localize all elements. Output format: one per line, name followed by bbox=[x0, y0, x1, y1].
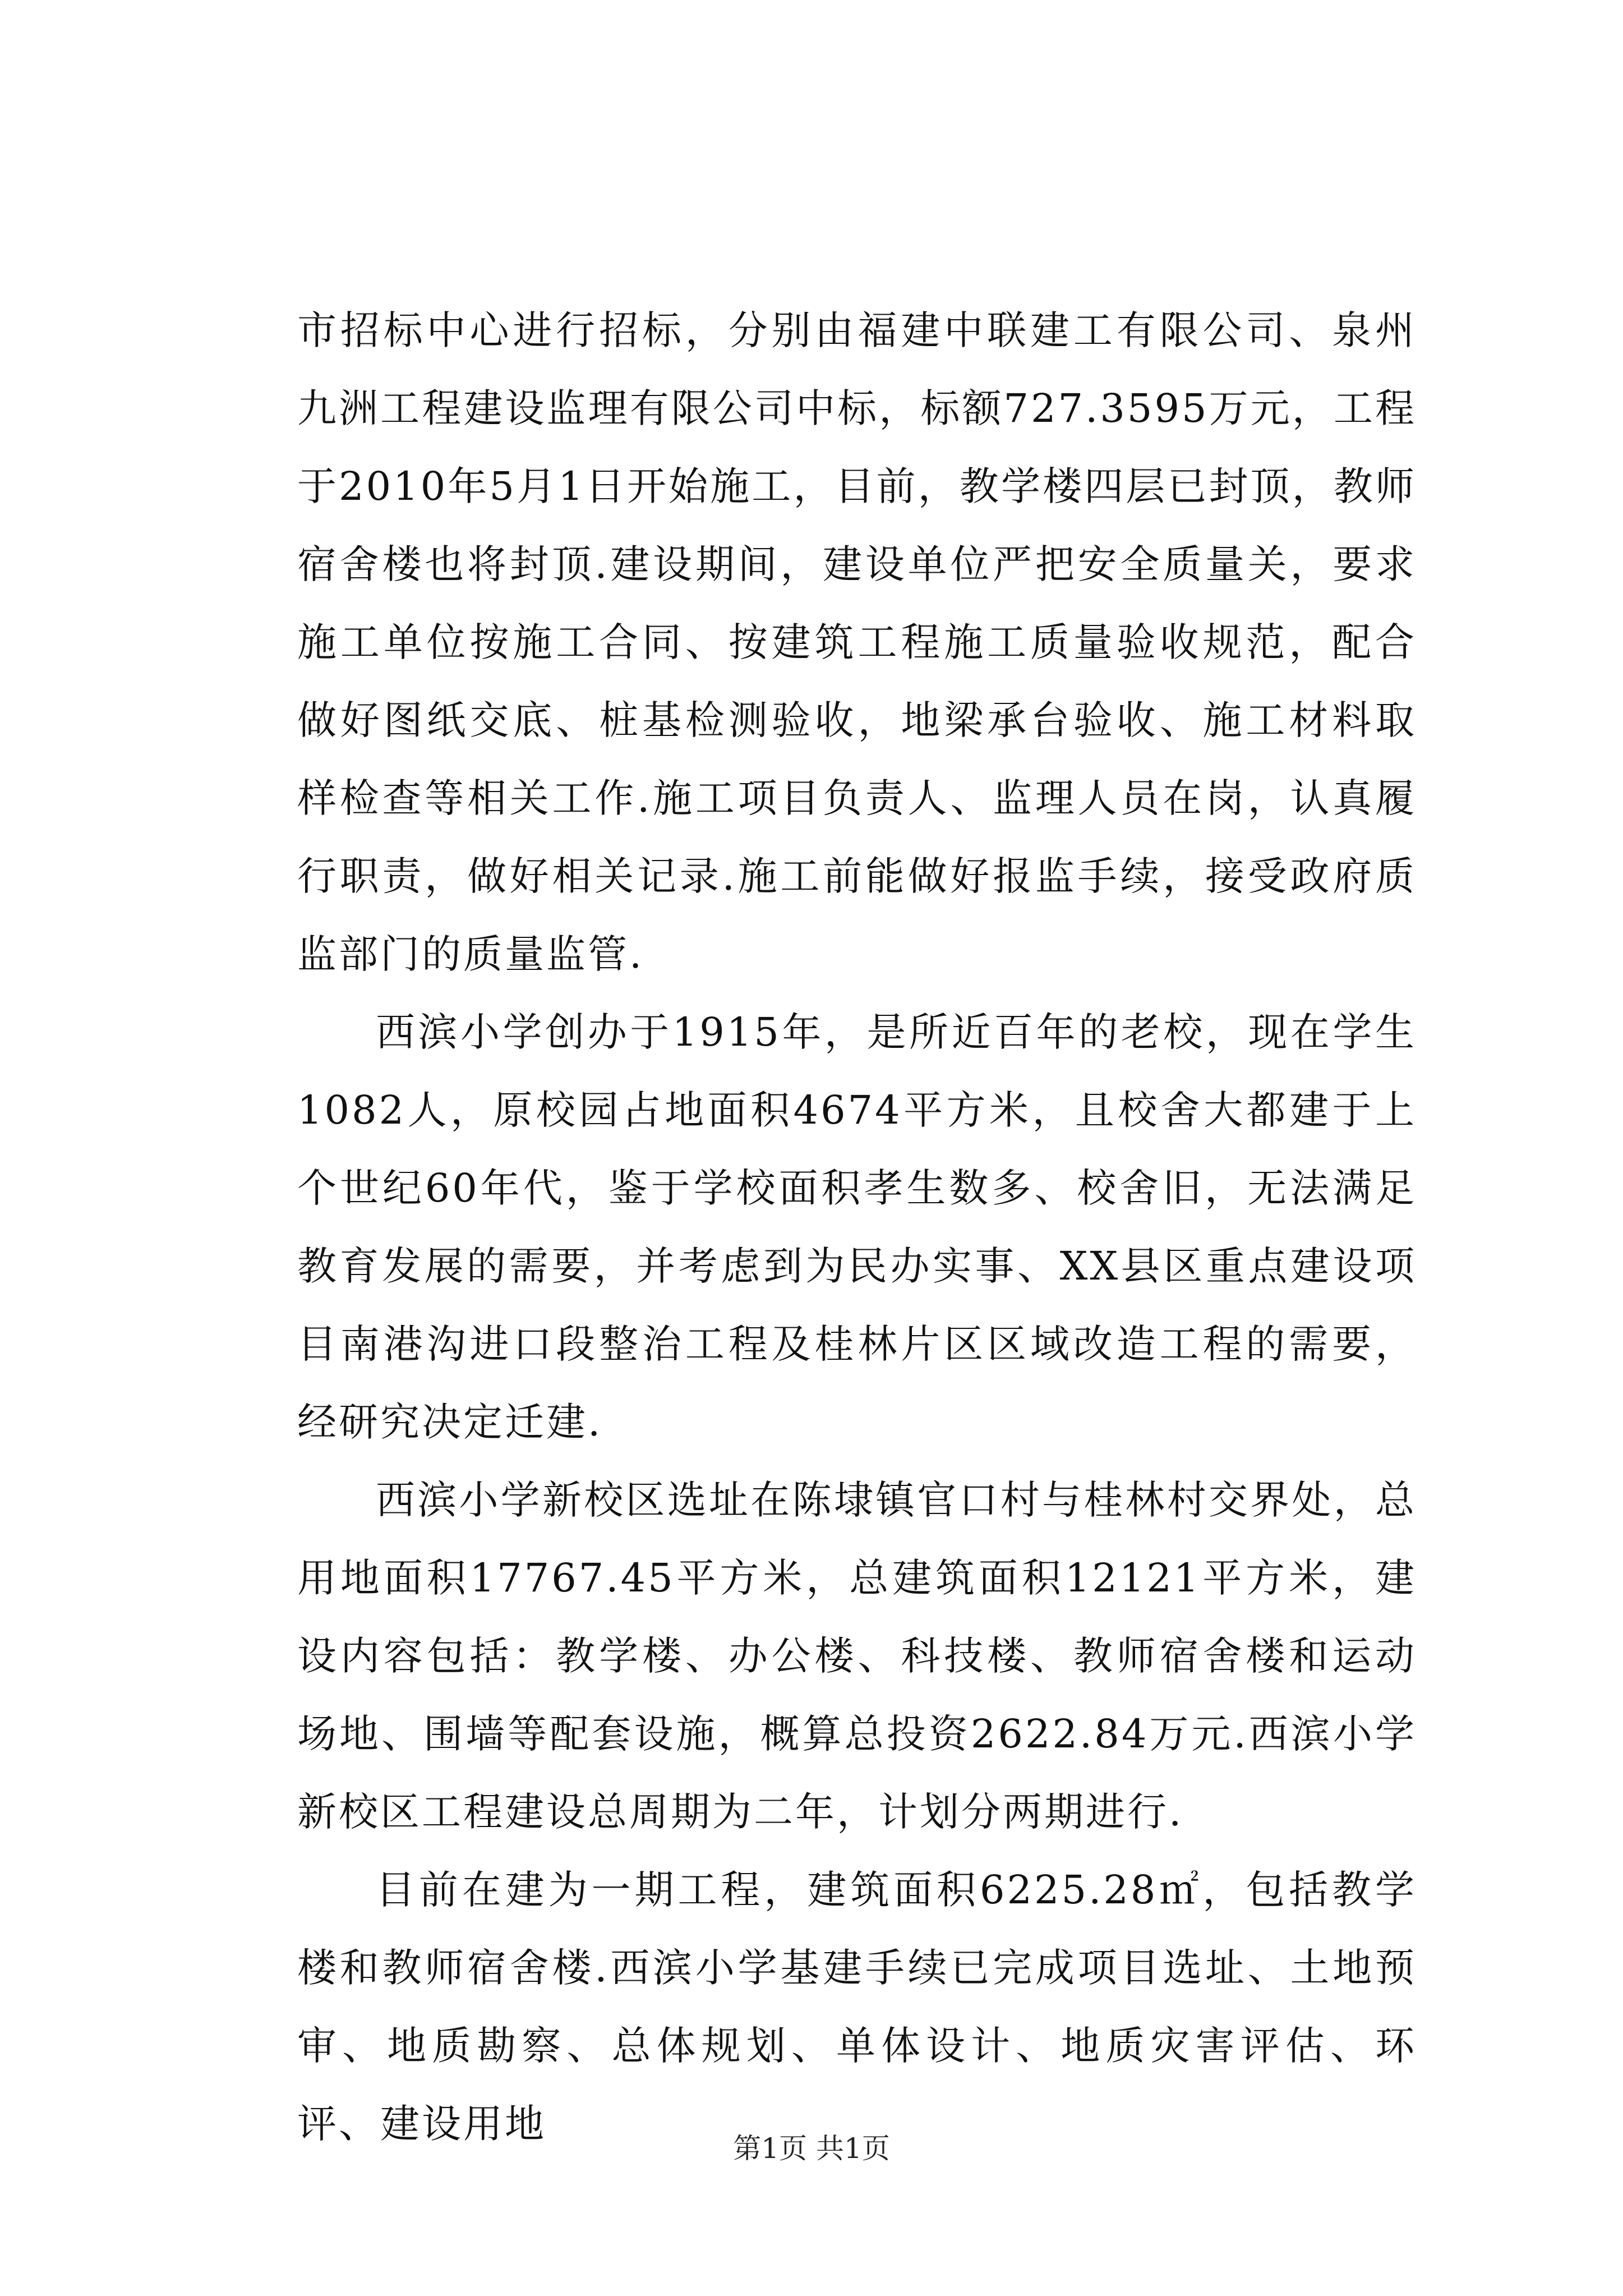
paragraph-3: 西滨小学新校区选址在陈埭镇官口村与桂林村交界处，总用地面积17767.45平方米，总建筑面积12121平方米，建设内容包括：教学楼、办公楼、科技楼、教师宿舍楼和运动场地、围墙等配套设施，概算总投资2622.84万元.西滨小学新校区工程建设总周期为二年，计划分两期进行. bbox=[297, 1477, 1417, 1835]
page-footer bbox=[0, 2132, 1623, 2165]
paragraph-2: 西滨小学创办于1915年，是所近百年的老校，现在学生1082人，原校园占地面积4674平方米，且校舍大都建于上个世纪60年代，鉴于学校面积孝生数多、校舍旧，无法满足教育发展的需要，并考虑到为民办实事、XX县区重点建设项目南港沟进口段整治工程及桂林片区区域改造工程的需要，经研究决定迁建. bbox=[297, 1009, 1417, 1445]
page-number-label: 第1页 共1页 bbox=[733, 2132, 890, 2165]
document-body bbox=[297, 292, 1417, 2163]
paragraph-4: 目前在建为一期工程，建筑面积6225.28㎡，包括教学楼和教师宿舍楼.西滨小学基建手续已完成项目选址、土地预审、地质勘察、总体规划、单体设计、地质灾害评估、环评、建设用地 bbox=[297, 1867, 1417, 2147]
paragraph-1: 市招标中心进行招标，分别由福建中联建工有限公司、泉州九洲工程建设监理有限公司中标，标额727.3595万元，工程于2010年5月1日开始施工，目前，教学楼四层已封顶，教师宿舍楼也将封顶.建设期间，建设单位严把安全质量关，要求施工单位按施工合同、按建筑工程施工质量验收规范，配合做好图纸交底、桩基检测验收，地梁承台验收、施工材料取样检查等相关工作.施工项目负责人、监理人员在岗，认真履行职责，做好相关记录.施工前能做好报监手续，接受政府质监部门的质量监管. bbox=[297, 307, 1417, 977]
